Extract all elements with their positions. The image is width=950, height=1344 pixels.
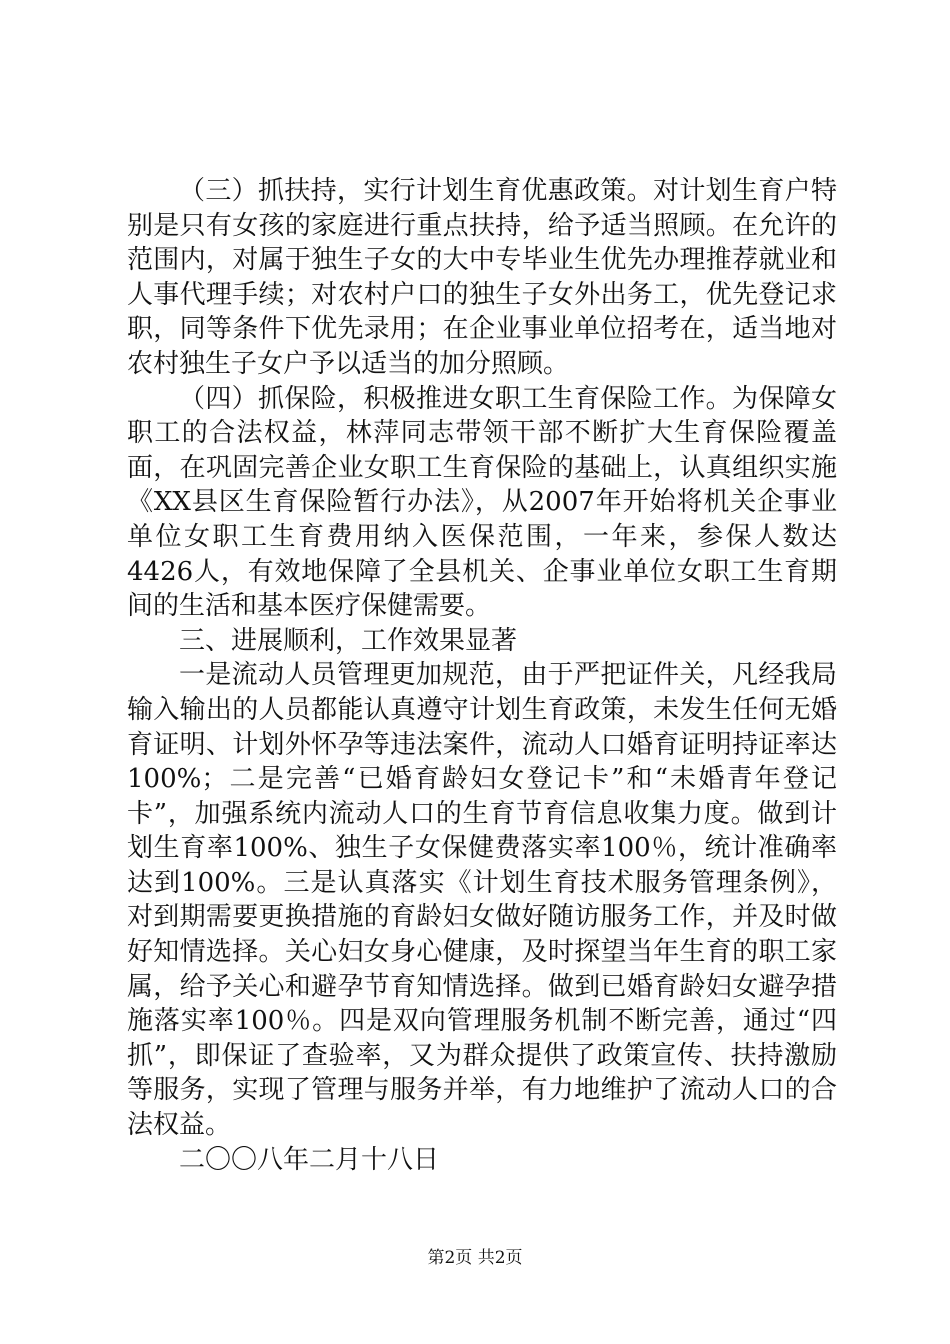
- paragraph-support-policy: （三）抓扶持，实行计划生育优惠政策。对计划生育户特别是只有女孩的家庭进行重点扶持，给予适当照顾。在允许的范围内，对属于独生子女的大中专毕业生优先办理推荐就业和人事代理手续；对农村户口的独生子女外出务工，优先登记求职，同等条件下优先录用；在企业事业单位招考在，适当地对农村独生子女户予以适当的加分照顾。: [127, 176, 837, 379]
- section-heading-progress: 三、进展顺利，工作效果显著: [179, 625, 518, 656]
- page-number-footer: 第2页 共2页: [427, 1248, 523, 1268]
- document-date: 二〇〇八年二月十八日: [179, 1144, 440, 1175]
- paragraph-maternity-insurance: （四）抓保险，积极推进女职工生育保险工作。为保障女职工的合法权益，林萍同志带领干部不断扩大生育保险覆盖面，在巩固完善企业女职工生育保险的基础上，认真组织实施《XX县区生育保险暂行办法》，从2007年开始将机关企事业单位女职工生育费用纳入医保范围，一年来，参保人数达4426人，有效地保障了全县机关、企事业单位女职工生育期间的生活和基本医疗保健需要。: [127, 383, 837, 622]
- paragraph-results: 一是流动人员管理更加规范，由于严把证件关，凡经我局输入输出的人员都能认真遵守计划生育政策，未发生任何无婚育证明、计划外怀孕等违法案件，流动人口婚育证明持证率达100%；二是完善“已婚育龄妇女登记卡”和“未婚青年登记卡”，加强系统内流动人口的生育节育信息收集力度。做到计划生育率100%、独生子女保健费落实率100％，统计准确率达到100%。三是认真落实《计划生育技术服务管理条例》，对到期需要更换措施的育龄妇女做好随访服务工作，并及时做好知情选择。关心妇女身心健康，及时探望当年生育的职工家属，给予关心和避孕节育知情选择。做到已婚育龄妇女避孕措施落实率100％。四是双向管理服务机制不断完善，通过“四抓”，即保证了查验率，又为群众提供了政策宣传、扶持激励等服务，实现了管理与服务并举，有力地维护了流动人口的合法权益。: [127, 660, 837, 1141]
- document-body: [127, 174, 837, 1177]
